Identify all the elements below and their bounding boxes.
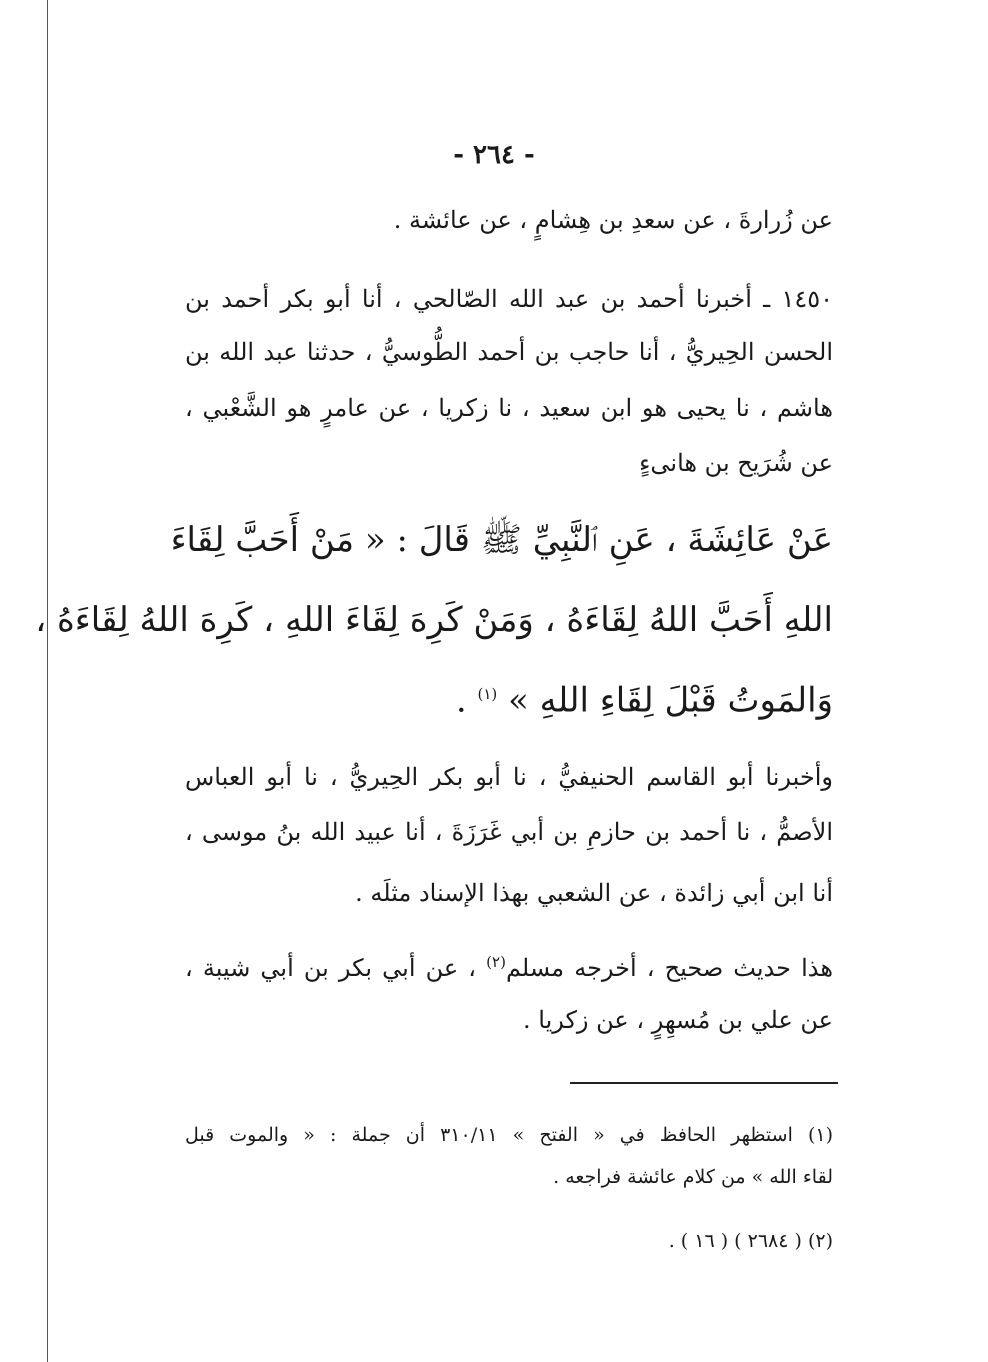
narration-line-1: وأخبرنا أبو القاسم الحنيفيُّ ، نا أبو بكر الحِيريُّ ، نا أبو العباس	[185, 763, 833, 791]
takhrij-line-2: عن علي بن مُسهِرٍ ، عن زكريا .	[523, 1006, 833, 1034]
narration-line-3: أنا ابن أبي زائدة ، عن الشعبي بهذا الإسناد مثلَه .	[355, 879, 833, 907]
page-number: - ٢٦٤ -	[453, 140, 535, 170]
text-line-4: هاشم ، نا يحيى هو ابن سعيد ، نا زكريا ، عن عامرٍ هو الشَّعْبي ،	[185, 394, 833, 422]
text-line-5: عن شُرَيح بن هانىءٍ	[639, 449, 833, 477]
footnote-separator	[570, 1082, 838, 1084]
footnote-ref-2: (٢)	[486, 953, 506, 971]
hadith-line-3	[456, 672, 833, 722]
binding-edge-line	[47, 0, 48, 1362]
hadith-line-2: اللهِ أَحَبَّ اللهُ لِقَاءَهُ ، وَمَنْ كَرِهَ لِقَاءَ اللهِ ، كَرِهَ اللهُ لِقَاءَهُ ،	[35, 600, 833, 640]
footnote-1-line-2: لقاء الله » من كلام عائشة فراجعه .	[553, 1166, 833, 1188]
footnote-ref-1: (١)	[477, 685, 498, 703]
text-line-1: عن زُرارةَ ، عن سعدِ بن هِشامٍ ، عن عائشة .	[393, 206, 833, 234]
takhrij-text-a: هذا حديث صحيح ، أخرجه مسلم	[505, 954, 833, 982]
takhrij-text-b: ، عن أبي بكر بن أبي شيبة ،	[185, 954, 477, 982]
footnote-1-line-1: (١) استظهر الحافظ في « الفتح » ٣١٠/١١ أن جملة : « والموت قبل	[185, 1124, 833, 1146]
hadith-period: .	[455, 680, 467, 721]
narration-line-2: الأصمُّ ، نا أحمد بن حازمِ بن أبي غَرَزَةَ ، أنا عبيد الله بنُ موسى ،	[185, 818, 833, 846]
takhrij-line-1	[185, 947, 833, 983]
hadith-line-1: عَنْ عَائِشَةَ ، عَنِ ٱلنَّبِيِّ ﷺ قَالَ : « مَنْ أَحَبَّ لِقَاءَ	[170, 520, 833, 560]
hadith-line-3-text: وَالمَوتُ قَبْلَ لِقَاءِ اللهِ »	[508, 680, 833, 721]
footnote-2: (٢) ( ٢٦٨٤ ) ( ١٦ ) .	[668, 1230, 833, 1252]
text-line-2: ١٤٥٠ ـ أخبرنا أحمد بن عبد الله الصّالحي ، أنا أبو بكر أحمد بن	[185, 285, 833, 313]
text-line-3: الحسن الحِيريُّ ، أنا حاجب بن أحمد الطُّوسيُّ ، حدثنا عبد الله بن	[185, 338, 833, 366]
